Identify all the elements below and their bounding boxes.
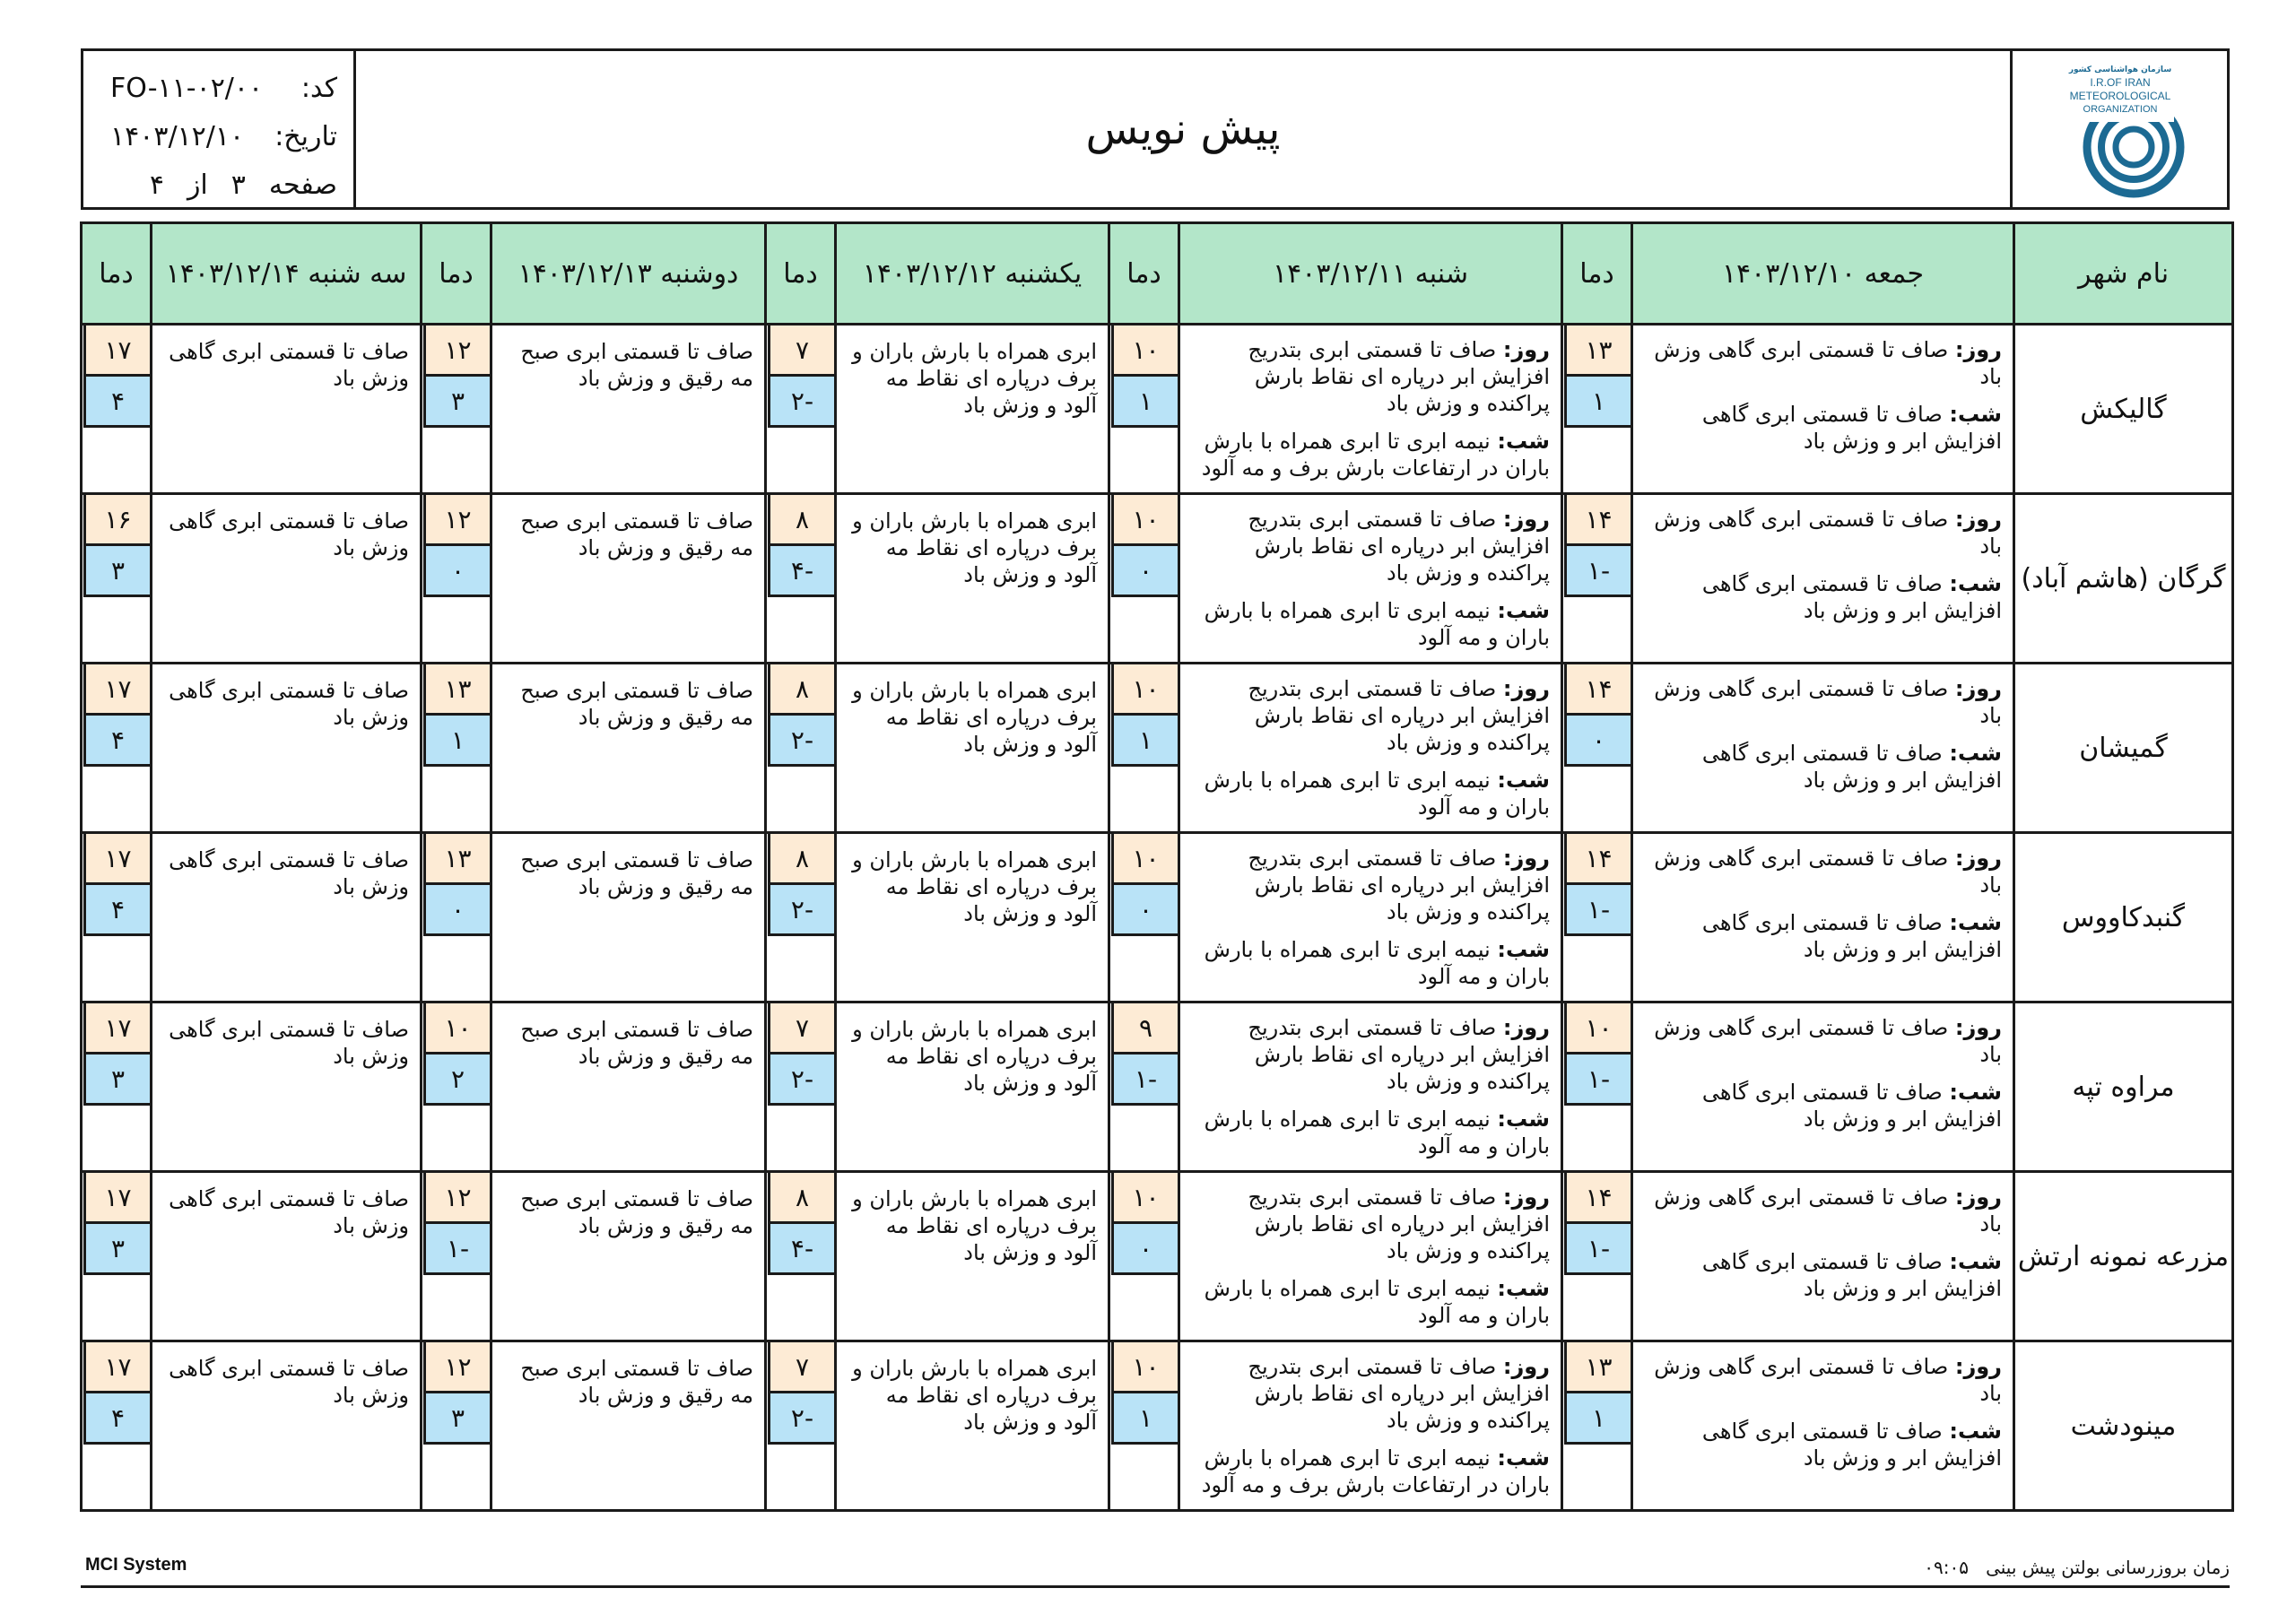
day-forecast-text: صاف تا قسمتی ابری بتدریج افزایش ابر درپاره ای نقاط بارش پراکنده و وزش باد [1248,337,1550,416]
night-label: شب: [1949,1419,2002,1444]
night-forecast [1644,1079,2002,1133]
code-value: FO-۱۱-۰۲/۰۰ [110,72,264,104]
column-header-day-3: یکشنبه ۱۴۰۳/۱۲/۱۲ [836,223,1109,325]
forecast-cell [152,833,422,1002]
day-label: روز: [1954,337,2002,362]
min-temp: ۰ [423,546,490,597]
night-label: شب: [1497,1107,1550,1132]
day-forecast-text: صاف تا قسمتی ابری بتدریج افزایش ابر درپاره ای نقاط بارش پراکنده و وزش باد [1248,507,1550,586]
table-row [82,664,2233,833]
min-temp: ۱ [1564,377,1631,428]
max-temp: ۱۲ [423,1173,490,1224]
max-temp: ۱۰ [423,1003,490,1055]
document-header [81,48,2230,210]
temp-cell [1109,833,1179,1002]
forecast-cell [491,664,766,833]
day-forecast [1191,1014,1550,1095]
min-temp: ۳ [83,546,150,597]
forecast-cell [836,664,1109,833]
column-header-city: نام شهر [2014,223,2233,325]
temp-cell [82,1002,152,1172]
table-row [82,494,2233,664]
footer-system-name: MCI System [85,1555,187,1575]
forecast-text: ابری همراه با بارش باران و برف درپاره ای نقاط مه آلود و وزش باد [852,678,1097,757]
max-temp: ۱۳ [423,834,490,885]
temp-cell [766,1172,836,1341]
forecast-cell [1179,833,1562,1002]
forecast-text: صاف تا قسمتی ابری گاهی وزش باد [169,1017,409,1069]
city-name: مزرعه نمونه ارتش [2014,1172,2233,1341]
table-row [82,833,2233,1002]
day-label: روز: [1502,676,1550,701]
city-name: گرگان (هاشم آباد) [2014,494,2233,664]
max-temp: ۷ [768,1003,834,1055]
night-label: شب: [1949,402,2002,427]
forecast-text: صاف تا قسمتی ابری صبح مه رقیق و وزش باد [520,508,753,560]
table-header-row [82,223,2233,325]
temp-cell [1562,325,1632,494]
forecast-text: ابری همراه با بارش باران و برف درپاره ای نقاط مه آلود و وزش باد [852,508,1097,587]
forecast-cell [836,1172,1109,1341]
max-temp: ۸ [768,495,834,546]
forecast-cell [1179,664,1562,833]
forecast-text: ابری همراه با بارش باران و برف درپاره ای نقاط مه آلود و وزش باد [852,1017,1097,1096]
min-temp: -۱ [423,1224,490,1275]
forecast-text: صاف تا قسمتی ابری گاهی وزش باد [169,678,409,730]
max-temp: ۱۷ [83,325,150,377]
day-forecast [1644,336,2002,390]
temp-cell [1109,1002,1179,1172]
max-temp: ۱۰ [1111,664,1178,716]
min-temp: -۴ [768,546,834,597]
night-forecast-text: صاف تا قسمتی ابری گاهی افزایش ابر و وزش باد [1701,402,2002,454]
temp-cell [422,1341,491,1511]
temp-cell [1562,1172,1632,1341]
max-temp: ۷ [768,325,834,377]
night-label: شب: [1949,1249,2002,1274]
night-label: شب: [1497,598,1550,623]
night-forecast [1191,428,1550,482]
temp-cell [766,1002,836,1172]
day-forecast [1644,506,2002,560]
temp-cell [82,325,152,494]
night-forecast [1644,909,2002,963]
max-temp: ۱۳ [423,664,490,716]
code-label: کد: [300,72,337,104]
day-forecast-text: صاف تا قسمتی ابری گاهی وزش باد [1654,846,2002,898]
temp-cell [82,664,152,833]
night-label: شب: [1949,571,2002,596]
max-temp: ۱۴ [1564,834,1631,885]
forecast-text: صاف تا قسمتی ابری صبح مه رقیق و وزش باد [520,678,753,730]
forecast-text: ابری همراه با بارش باران و برف درپاره ای نقاط مه آلود و وزش باد [852,847,1097,926]
temp-cell [766,494,836,664]
min-temp: ۱ [423,716,490,767]
max-temp: ۸ [768,834,834,885]
min-temp: -۱ [1564,885,1631,936]
max-temp: ۹ [1111,1003,1178,1055]
forecast-text: صاف تا قسمتی ابری صبح مه رقیق و وزش باد [520,1356,753,1408]
night-forecast-text: صاف تا قسمتی ابری گاهی افزایش ابر و وزش باد [1701,571,2002,623]
column-header-temp-5: دما [82,223,152,325]
page-total: ۴ [149,169,164,201]
forecast-cell [836,833,1109,1002]
temp-cell [1109,1341,1179,1511]
forecast-cell [1632,1172,2014,1341]
table-row [82,1002,2233,1172]
night-forecast [1644,1418,2002,1471]
temp-cell [1562,664,1632,833]
night-forecast [1191,1275,1550,1329]
forecast-cell [1179,1002,1562,1172]
column-header-day-5: سه شنبه ۱۴۰۳/۱۲/۱۴ [152,223,422,325]
night-forecast-text: صاف تا قسمتی ابری گاهی افزایش ابر و وزش باد [1701,1080,2002,1132]
day-forecast [1644,1014,2002,1068]
night-forecast [1191,936,1550,990]
forecast-text: صاف تا قسمتی ابری گاهی وزش باد [169,1186,409,1238]
temp-cell [422,833,491,1002]
svg-text:ORGANIZATION: ORGANIZATION [2083,104,2157,115]
min-temp: ۰ [1564,716,1631,767]
min-temp: -۱ [1564,1224,1631,1275]
table-row [82,325,2233,494]
day-forecast [1644,675,2002,729]
min-temp: ۱ [1111,1393,1178,1445]
svg-text:METEOROLOGICAL: METEOROLOGICAL [2069,90,2170,102]
page-of: از [187,169,208,201]
day-forecast-text: صاف تا قسمتی ابری گاهی وزش باد [1654,676,2002,728]
night-forecast-text: نیمه ابری تا ابری همراه با بارش باران و مه آلود [1204,1107,1550,1159]
temp-cell [766,1341,836,1511]
day-forecast-text: صاف تا قسمتی ابری گاهی وزش باد [1654,337,2002,389]
day-forecast-text: صاف تا قسمتی ابری بتدریج افزایش ابر درپاره ای نقاط بارش پراکنده و وزش باد [1248,1015,1550,1094]
min-temp: ۲ [423,1055,490,1106]
forecast-text: صاف تا قسمتی ابری صبح مه رقیق و وزش باد [520,1017,753,1069]
max-temp: ۸ [768,1173,834,1224]
forecast-cell [152,1341,422,1511]
forecast-cell [836,1002,1109,1172]
min-temp: ۴ [83,716,150,767]
max-temp: ۱۳ [1564,325,1631,377]
max-temp: ۱۴ [1564,664,1631,716]
night-forecast-text: نیمه ابری تا ابری همراه با بارش باران و مه آلود [1204,937,1550,989]
night-forecast [1191,1106,1550,1159]
temp-cell [1109,325,1179,494]
min-temp: ۳ [83,1055,150,1106]
max-temp: ۱۴ [1564,495,1631,546]
forecast-cell [1179,325,1562,494]
night-forecast-text: صاف تا قسمتی ابری گاهی افزایش ابر و وزش باد [1701,1419,2002,1471]
night-forecast-text: نیمه ابری تا ابری همراه با بارش باران در ارتفاعات بارش برف و مه آلود [1201,1445,1550,1497]
forecast-text: صاف تا قسمتی ابری گاهی وزش باد [169,339,409,391]
max-temp: ۱۶ [83,495,150,546]
day-label: روز: [1502,507,1550,532]
min-temp: ۱ [1111,377,1178,428]
min-temp: -۲ [768,1393,834,1445]
min-temp: ۰ [1111,1224,1178,1275]
page-number: ۳ [230,169,246,201]
forecast-cell [1632,664,2014,833]
min-temp: -۲ [768,716,834,767]
page-title: پیش نویس [1085,104,1281,154]
night-label: شب: [1497,1445,1550,1471]
temp-cell [82,494,152,664]
column-header-temp-1: دما [1562,223,1632,325]
forecast-cell [1179,1341,1562,1511]
day-forecast-text: صاف تا قسمتی ابری گاهی وزش باد [1654,507,2002,559]
forecast-text: ابری همراه با بارش باران و برف درپاره ای نقاط مه آلود و وزش باد [852,1186,1097,1265]
min-temp: -۱ [1564,546,1631,597]
organization-logo [2010,51,2227,207]
max-temp: ۱۷ [83,1342,150,1393]
night-label: شب: [1497,937,1550,962]
forecast-text: ابری همراه با بارش باران و برف درپاره ای نقاط مه آلود و وزش باد [852,339,1097,418]
max-temp: ۱۲ [423,325,490,377]
min-temp: ۰ [1111,546,1178,597]
svg-text:I.R.OF IRAN: I.R.OF IRAN [2089,76,2151,89]
forecast-cell [491,325,766,494]
min-temp: ۳ [83,1224,150,1275]
max-temp: ۱۷ [83,1003,150,1055]
table-row [82,1341,2233,1511]
max-temp: ۱۲ [423,1342,490,1393]
night-forecast [1644,1248,2002,1302]
night-forecast-text: صاف تا قسمتی ابری گاهی افزایش ابر و وزش باد [1701,1249,2002,1301]
forecast-text: صاف تا قسمتی ابری صبح مه رقیق و وزش باد [520,847,753,899]
temp-cell [82,1172,152,1341]
forecast-cell [1632,833,2014,1002]
footer-update-value: ۰۹:۰۵ [1924,1557,1970,1578]
min-temp: ۰ [1111,885,1178,936]
night-label: شب: [1497,768,1550,793]
temp-cell [1109,494,1179,664]
date-value: ۱۴۰۳/۱۲/۱۰ [110,120,245,152]
day-forecast [1644,1353,2002,1407]
forecast-cell [491,494,766,664]
column-header-day-1: جمعه ۱۴۰۳/۱۲/۱۰ [1632,223,2014,325]
footer-divider [81,1585,2230,1588]
min-temp: ۱ [1111,716,1178,767]
night-forecast-text: صاف تا قسمتی ابری گاهی افزایش ابر و وزش باد [1701,910,2002,962]
forecast-text: ابری همراه با بارش باران و برف درپاره ای نقاط مه آلود و وزش باد [852,1356,1097,1435]
forecast-cell [836,1341,1109,1511]
min-temp: ۴ [83,1393,150,1445]
min-temp: -۴ [768,1224,834,1275]
forecast-table-body [82,325,2233,1511]
column-header-day-4: دوشنبه ۱۴۰۳/۱۲/۱۳ [491,223,766,325]
max-temp: ۱۰ [1111,325,1178,377]
max-temp: ۷ [768,1342,834,1393]
temp-cell [1109,664,1179,833]
temp-cell [422,325,491,494]
day-label: روز: [1954,507,2002,532]
temp-cell [1562,494,1632,664]
city-name: مینودشت [2014,1341,2233,1511]
page-label: صفحه [268,169,337,201]
forecast-cell [1632,325,2014,494]
temp-cell [1109,1172,1179,1341]
day-forecast-text: صاف تا قسمتی ابری گاهی وزش باد [1654,1185,2002,1237]
forecast-text: صاف تا قسمتی ابری صبح مه رقیق و وزش باد [520,1186,753,1238]
column-header-temp-3: دما [766,223,836,325]
forecast-text: صاف تا قسمتی ابری گاهی وزش باد [169,1356,409,1408]
day-label: روز: [1502,1185,1550,1210]
min-temp: ۰ [423,885,490,936]
forecast-cell [491,1341,766,1511]
forecast-cell [152,1172,422,1341]
min-temp: ۳ [423,1393,490,1445]
forecast-cell [491,833,766,1002]
night-forecast [1191,767,1550,820]
night-label: شب: [1949,1080,2002,1105]
day-label: روز: [1954,676,2002,701]
night-forecast [1191,1445,1550,1498]
max-temp: ۱۷ [83,1173,150,1224]
night-forecast [1644,740,2002,794]
max-temp: ۱۰ [1111,1173,1178,1224]
forecast-cell [1179,494,1562,664]
forecast-table [80,221,2234,1512]
forecast-text: صاف تا قسمتی ابری گاهی وزش باد [169,508,409,560]
forecast-cell [1632,1002,2014,1172]
forecast-text: صاف تا قسمتی ابری صبح مه رقیق و وزش باد [520,339,753,391]
day-forecast-text: صاف تا قسمتی ابری بتدریج افزایش ابر درپاره ای نقاط بارش پراکنده و وزش باد [1248,1354,1550,1433]
temp-cell [82,833,152,1002]
city-name: گالیکش [2014,325,2233,494]
day-label: روز: [1502,337,1550,362]
forecast-cell [152,664,422,833]
max-temp: ۱۴ [1564,1173,1631,1224]
max-temp: ۱۰ [1111,495,1178,546]
forecast-cell [491,1172,766,1341]
max-temp: ۱۰ [1564,1003,1631,1055]
forecast-text: صاف تا قسمتی ابری گاهی وزش باد [169,847,409,899]
forecast-cell [836,494,1109,664]
temp-cell [766,664,836,833]
day-forecast [1191,675,1550,756]
city-name: مراوه تپه [2014,1002,2233,1172]
temp-cell [1562,1002,1632,1172]
document-meta [83,51,356,207]
max-temp: ۱۰ [1111,1342,1178,1393]
temp-cell [422,1172,491,1341]
city-name: گمیشان [2014,664,2233,833]
night-forecast-text: نیمه ابری تا ابری همراه با بارش باران و مه آلود [1204,768,1550,820]
forecast-cell [1632,1341,2014,1511]
night-forecast-text: نیمه ابری تا ابری همراه با بارش باران و مه آلود [1204,1276,1550,1328]
night-label: شب: [1497,429,1550,454]
date-row [110,112,337,161]
temp-cell [1562,833,1632,1002]
day-label: روز: [1954,1015,2002,1040]
max-temp: ۱۰ [1111,834,1178,885]
city-name: گنبدکاووس [2014,833,2233,1002]
min-temp: ۴ [83,377,150,428]
svg-text:سازمان هواشناسی کشور: سازمان هواشناسی کشور [2068,65,2171,74]
temp-cell [422,664,491,833]
temp-cell [1562,1341,1632,1511]
forecast-cell [1632,494,2014,664]
day-label: روز: [1502,846,1550,871]
forecast-cell [491,1002,766,1172]
min-temp: -۲ [768,377,834,428]
forecast-cell [152,494,422,664]
day-forecast-text: صاف تا قسمتی ابری گاهی وزش باد [1654,1354,2002,1406]
page-row [110,161,337,209]
date-label: تاریخ: [274,120,337,152]
day-forecast [1191,845,1550,925]
table-row [82,1172,2233,1341]
forecast-cell [1179,1172,1562,1341]
column-header-temp-2: دما [1109,223,1179,325]
night-forecast-text: نیمه ابری تا ابری همراه با بارش باران در ارتفاعات بارش برف و مه آلود [1201,429,1550,481]
night-label: شب: [1497,1276,1550,1301]
day-forecast [1644,1184,2002,1237]
night-label: شب: [1949,741,2002,766]
night-label: شب: [1949,910,2002,935]
footer-update-time [1924,1557,2230,1578]
temp-cell [766,325,836,494]
day-forecast [1644,845,2002,898]
day-forecast-text: صاف تا قسمتی ابری بتدریج افزایش ابر درپاره ای نقاط بارش پراکنده و وزش باد [1248,676,1550,755]
min-temp: -۲ [768,1055,834,1106]
code-row [110,64,337,112]
min-temp: -۱ [1564,1055,1631,1106]
min-temp: ۳ [423,377,490,428]
day-forecast-text: صاف تا قسمتی ابری گاهی وزش باد [1654,1015,2002,1067]
forecast-cell [152,1002,422,1172]
day-label: روز: [1502,1354,1550,1379]
min-temp: -۲ [768,885,834,936]
max-temp: ۱۲ [423,495,490,546]
temp-cell [422,494,491,664]
max-temp: ۱۷ [83,834,150,885]
column-header-temp-4: دما [422,223,491,325]
night-forecast-text: صاف تا قسمتی ابری گاهی افزایش ابر و وزش باد [1701,741,2002,793]
day-forecast [1191,336,1550,417]
day-forecast-text: صاف تا قسمتی ابری بتدریج افزایش ابر درپاره ای نقاط بارش پراکنده و وزش باد [1248,1185,1550,1263]
day-forecast [1191,1353,1550,1434]
night-forecast [1644,570,2002,624]
min-temp: -۱ [1111,1055,1178,1106]
min-temp: ۴ [83,885,150,936]
day-label: روز: [1954,1185,2002,1210]
max-temp: ۱۳ [1564,1342,1631,1393]
column-header-day-2: شنبه ۱۴۰۳/۱۲/۱۱ [1179,223,1562,325]
day-label: روز: [1954,846,2002,871]
forecast-cell [836,325,1109,494]
day-forecast-text: صاف تا قسمتی ابری بتدریج افزایش ابر درپاره ای نقاط بارش پراکنده و وزش باد [1248,846,1550,924]
temp-cell [766,833,836,1002]
day-forecast [1191,506,1550,586]
temp-cell [82,1341,152,1511]
day-label: روز: [1502,1015,1550,1040]
max-temp: ۸ [768,664,834,716]
forecast-table-container [80,221,2234,1512]
footer-update-label: زمان بروزرسانی بولتن پیش بینی [1986,1557,2230,1578]
temp-cell [422,1002,491,1172]
night-forecast-text: نیمه ابری تا ابری همراه با بارش باران و مه آلود [1204,598,1550,650]
night-forecast [1644,401,2002,455]
max-temp: ۱۷ [83,664,150,716]
day-label: روز: [1954,1354,2002,1379]
min-temp: ۱ [1564,1393,1631,1445]
night-forecast [1191,597,1550,651]
day-forecast [1191,1184,1550,1264]
meteorological-organization-logo-icon [2048,57,2192,201]
forecast-cell [152,325,422,494]
